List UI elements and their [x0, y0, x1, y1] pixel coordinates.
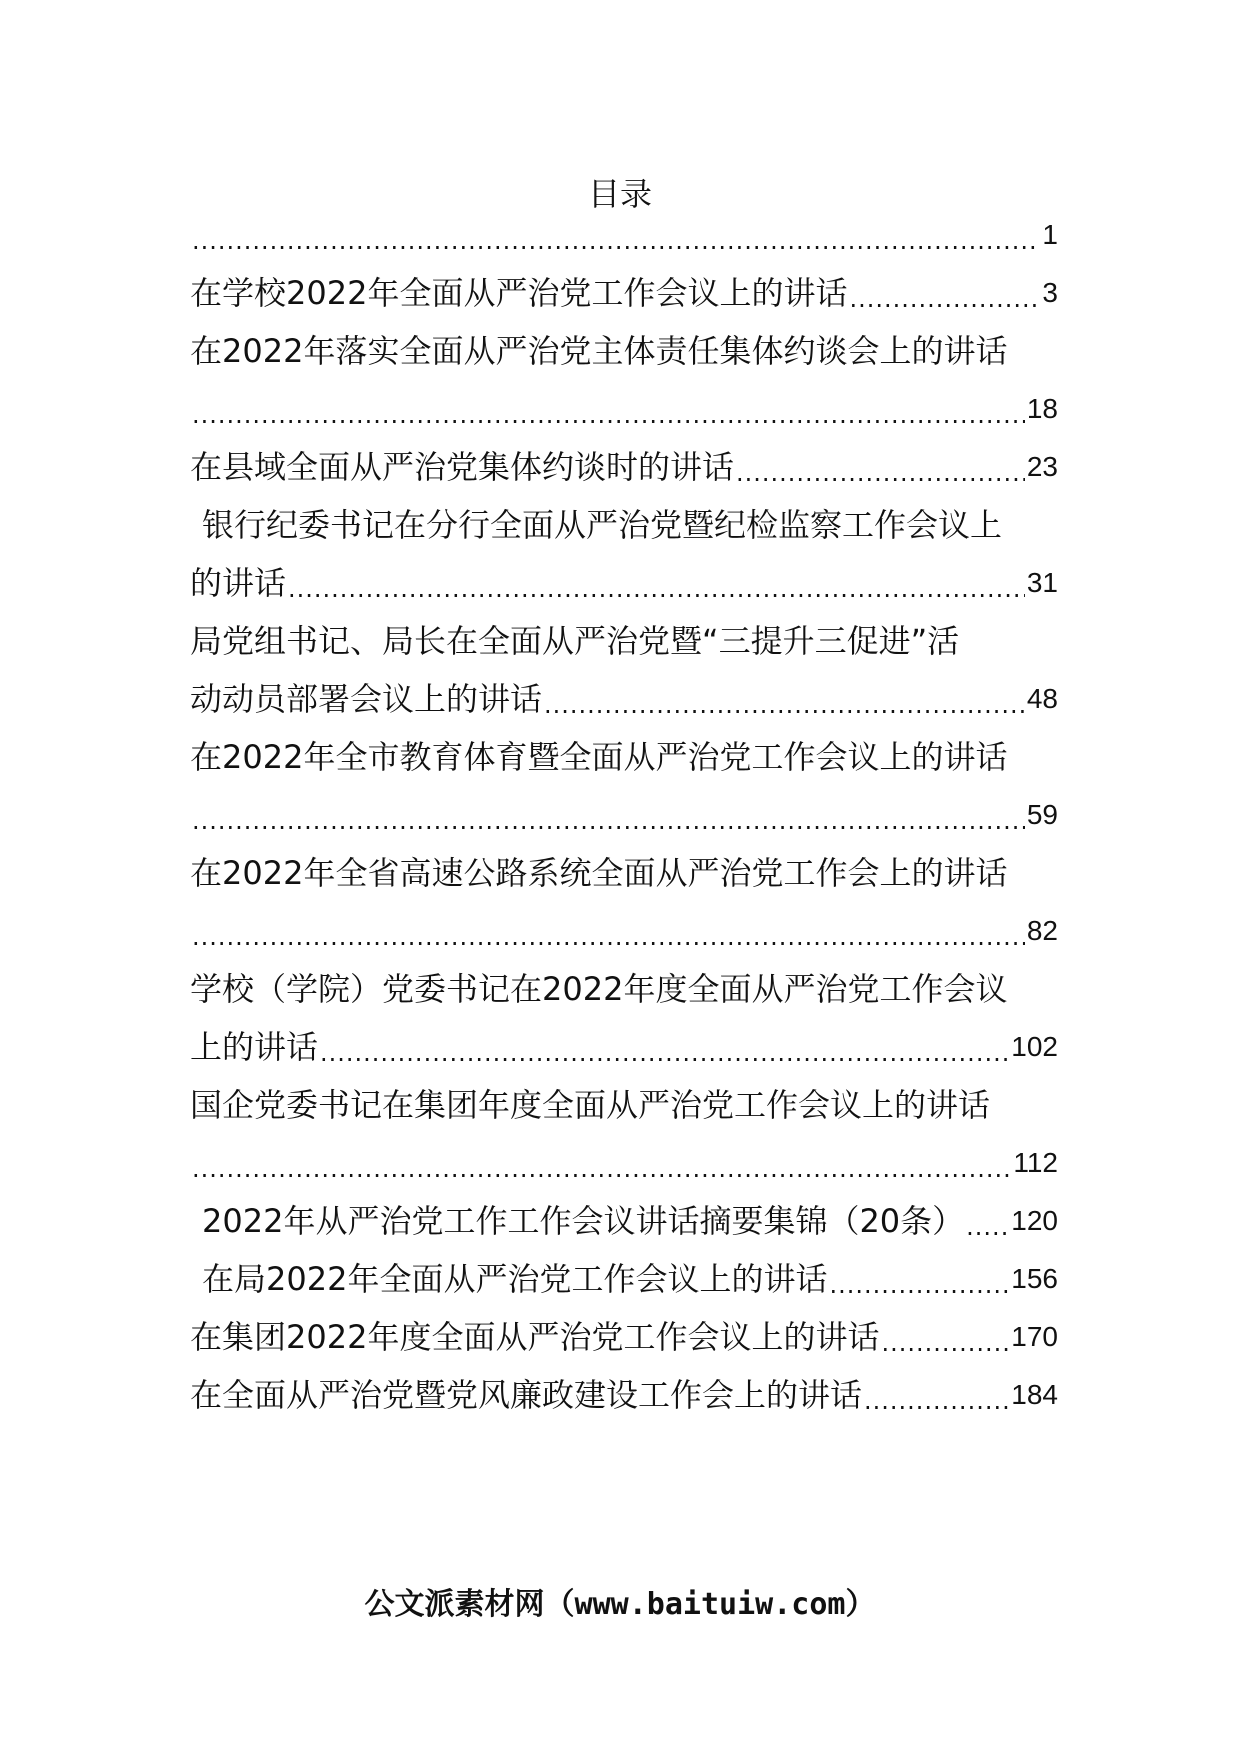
toc-entry-title: 在2022年全市教育体育暨全面从严治党工作会议上的讲话	[190, 738, 1008, 776]
dot-leader	[192, 804, 1025, 838]
dot-leader	[192, 1152, 1011, 1186]
footer-watermark	[0, 1584, 1240, 1626]
dot-leader	[966, 1210, 1009, 1244]
dot-leader	[736, 456, 1025, 490]
dot-leader	[544, 688, 1025, 722]
toc-entry-title: 的讲话	[190, 564, 287, 602]
toc-entry[interactable]	[190, 788, 1058, 838]
toc-entry-title: 在2022年落实全面从严治党主体责任集体约谈会上的讲话	[190, 332, 1008, 370]
toc-entry-title: 局党组书记、局长在全面从严治党暨“三提升三促进”活	[190, 622, 960, 660]
toc-title: 目录	[587, 175, 652, 213]
toc-entry[interactable]	[190, 1020, 1058, 1070]
toc-entry[interactable]	[190, 1310, 1058, 1360]
toc-page-number: 156	[1011, 1263, 1058, 1294]
dot-leader	[192, 398, 1025, 432]
dot-leader	[320, 1036, 1009, 1070]
dot-leader	[864, 1384, 1009, 1418]
toc-page-number: 184	[1011, 1379, 1058, 1410]
toc-entry[interactable]	[190, 324, 1058, 374]
toc-page-number: 120	[1011, 1205, 1058, 1236]
toc-page-number: 1	[1042, 219, 1058, 250]
toc-entry[interactable]	[190, 1252, 1058, 1302]
dot-leader	[829, 1268, 1009, 1302]
toc-page-number: 31	[1026, 567, 1058, 598]
footer-site-name: 公文派素材网	[364, 1587, 545, 1622]
toc-entry-title: 在全面从严治党暨党风廉政建设工作会上的讲话	[190, 1376, 863, 1414]
toc-entry[interactable]	[190, 440, 1058, 490]
toc-entry[interactable]	[190, 1194, 1058, 1244]
toc-page-number: 18	[1026, 393, 1058, 424]
toc-entry-title: 2022年从严治党工作工作会议讲话摘要集锦（20条）	[202, 1202, 965, 1240]
toc-entry[interactable]	[190, 1136, 1058, 1186]
toc-entry[interactable]	[190, 672, 1058, 722]
toc-page-number: 102	[1011, 1031, 1058, 1062]
toc-entry[interactable]	[190, 266, 1058, 316]
toc-entry[interactable]	[190, 904, 1058, 954]
toc-entry[interactable]	[190, 614, 1058, 664]
toc-entry[interactable]	[190, 382, 1058, 432]
toc-entry[interactable]	[190, 962, 1058, 1012]
toc-page-number: 3	[1042, 277, 1058, 308]
footer-url[interactable]: （www.baituiw.com）	[544, 1587, 876, 1622]
toc-page-number: 170	[1011, 1321, 1058, 1352]
toc-entry[interactable]	[190, 730, 1058, 780]
toc-page-number: 112	[1013, 1147, 1058, 1178]
toc-entry[interactable]	[190, 556, 1058, 606]
toc-entry-title: 在县域全面从严治党集体约谈时的讲话	[190, 448, 735, 486]
toc-entry-title: 在局2022年全面从严治党工作会议上的讲话	[202, 1260, 828, 1298]
toc-entry-title: 上的讲话	[190, 1028, 319, 1066]
toc-entry[interactable]	[190, 1368, 1058, 1418]
toc-page-number: 23	[1026, 451, 1058, 482]
dot-leader	[192, 224, 1040, 258]
toc-entry-title: 动动员部署会议上的讲话	[190, 680, 543, 718]
toc-entry-title: 在集团2022年度全面从严治党工作会议上的讲话	[190, 1318, 880, 1356]
toc-entry[interactable]	[190, 846, 1058, 896]
toc-entry-title: 国企党委书记在集团年度全面从严治党工作会议上的讲话	[190, 1086, 991, 1124]
dot-leader	[881, 1326, 1009, 1360]
toc-page-number: 82	[1026, 915, 1058, 946]
toc-entry-title: 在学校2022年全面从严治党工作会议上的讲话	[190, 274, 848, 312]
dot-leader	[288, 572, 1025, 606]
dot-leader	[849, 282, 1040, 316]
toc-entry-title: 在2022年全省高速公路系统全面从严治党工作会上的讲话	[190, 854, 1008, 892]
toc-entry[interactable]	[190, 498, 1058, 548]
toc-entry-title: 学校（学院）党委书记在2022年度全面从严治党工作会议	[190, 970, 1008, 1008]
toc-entry[interactable]	[190, 208, 1058, 258]
toc-entry-title: 银行纪委书记在分行全面从严治党暨纪检监察工作会议上	[202, 506, 1003, 544]
dot-leader	[192, 920, 1025, 954]
toc-page-number: 48	[1026, 683, 1058, 714]
toc-entry[interactable]	[190, 1078, 1058, 1128]
toc-page-number: 59	[1026, 799, 1058, 830]
